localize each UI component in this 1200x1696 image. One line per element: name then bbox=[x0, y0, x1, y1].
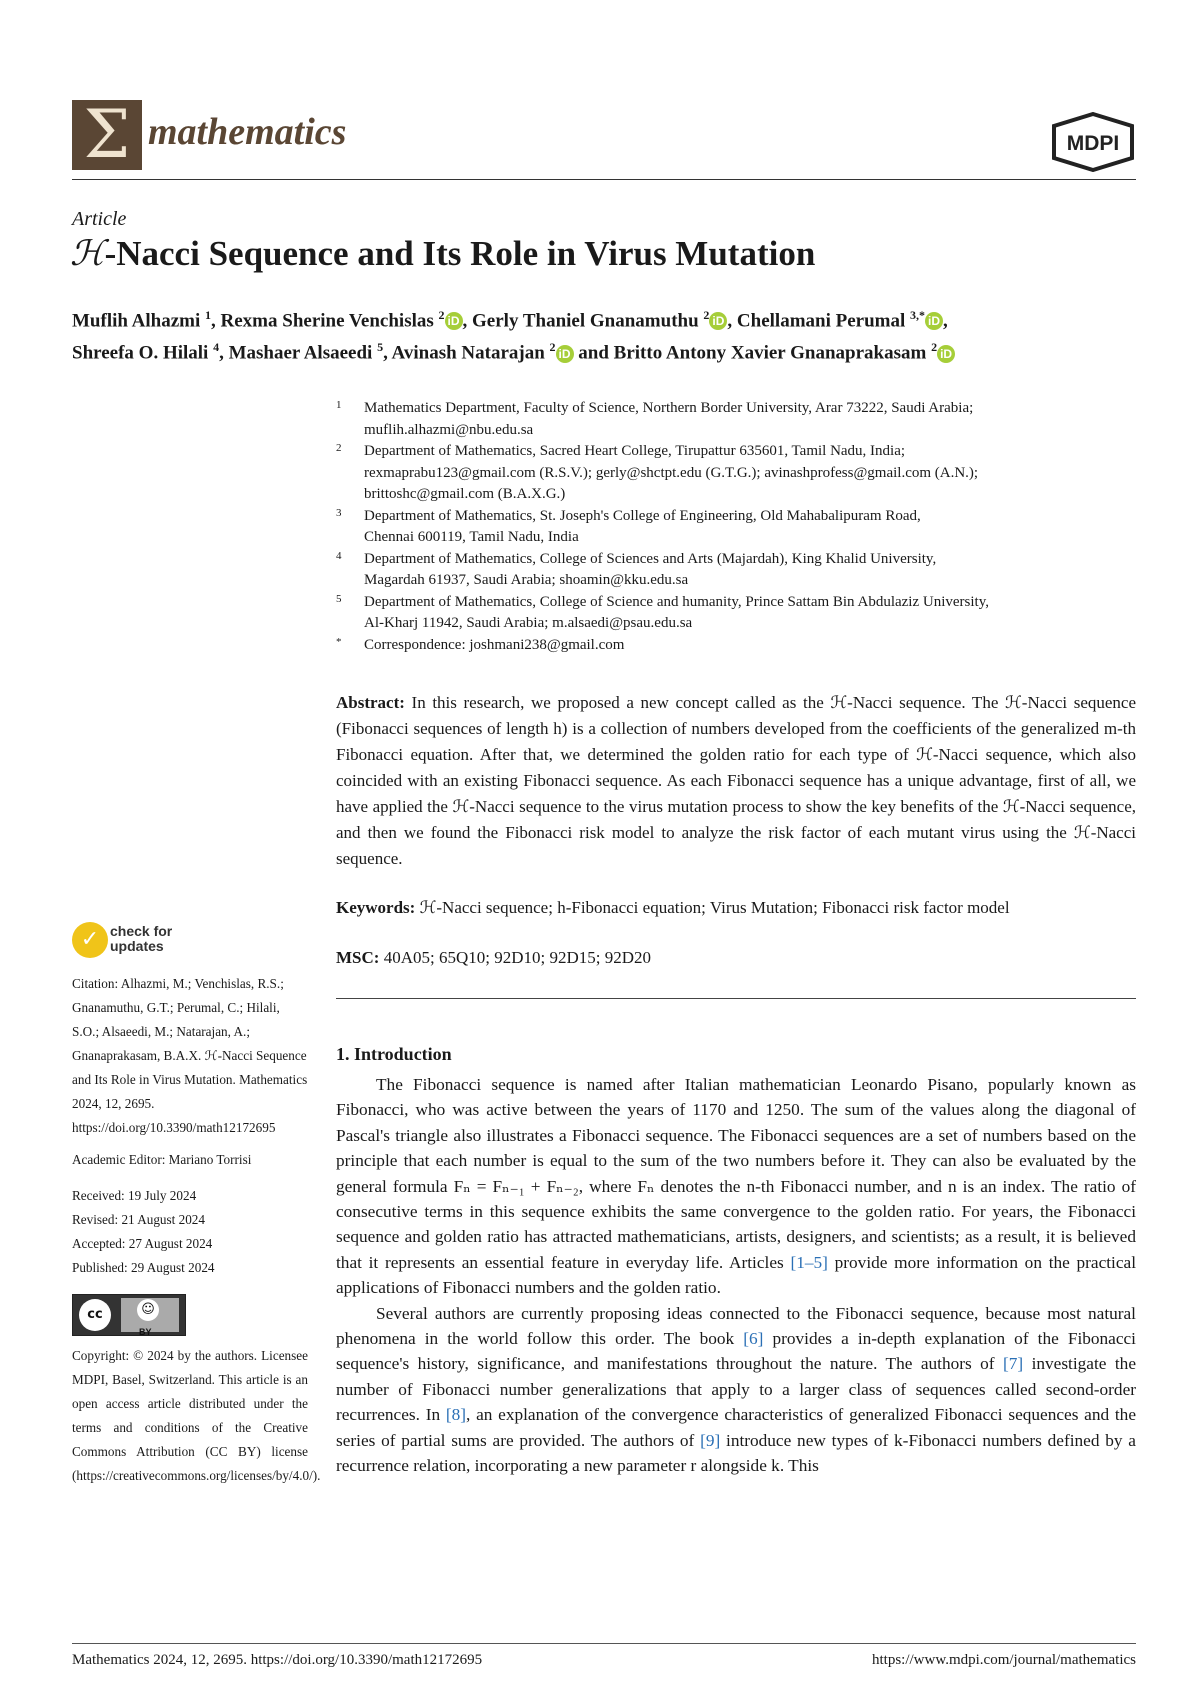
author-line-2: Shreefa O. Hilali $^4$, Mashaer Alsaeedi $^5$, Avinash Natarajan $^2$ iD and Britto Antony Xavier Gnanaprakasam $^2$ iD bbox=[72, 334, 1136, 366]
mdpi-logo-text: MDPI bbox=[1066, 132, 1120, 155]
affiliation-item: 4 Department of Mathematics, College of Sciences and Arts (Majardah), King Khalid University, Magardah 61937, Saudi Arabia; shoamin@kku.edu.sa bbox=[336, 549, 937, 588]
copyright-notice: Copyright: © 2024 by the authors. Licensee MDPI, Basel, Switzerland. This article is an open access article distributed under the terms and conditions of the Creative Commons Attribution (CC BY) license (https://creativecommons.org/licenses/by/4.0/). bbox=[72, 1348, 321, 1483]
author-name: Muflih Alhazmi bbox=[72, 310, 201, 332]
revised-date: Revised: 21 August 2024 bbox=[72, 1212, 205, 1227]
author-line-1: Muflih Alhazmi $^1$, Rexma Sherine Venchislas $^2$ iD , Gerly Thaniel Gnanamuthu $^2$ iD , Chellamani Perumal $^{3,*}$ iD , bbox=[72, 308, 948, 332]
mdpi-logo-icon bbox=[1050, 112, 1136, 172]
abstract-label: Abstract: bbox=[336, 693, 405, 712]
abstract-text: In this research, we proposed a new concept called as the ℋ-Nacci sequence. The ℋ-Nacci sequence (Fibonacci sequences of length h) is a collection of numbers developed from the coefficients of the generalized m-th Fibonacci equation. After that, we determined the golden ratio for each type of ℋ-Nacci sequence, which also coincided with an existing Fibonacci sequence. As each Fibonacci sequence has a unique advantage, first of all, we have applied the ℋ-Nacci sequence to the virus mutation process to show the key benefits of the ℋ-Nacci sequence, and then we found the Fibonacci risk model to analyze the risk factor of each mutant virus using the ℋ-Nacci sequence. bbox=[336, 693, 1137, 868]
article-type-label: Article bbox=[72, 208, 127, 230]
citation-link[interactable]: [8] bbox=[445, 1405, 467, 1425]
abstract-divider bbox=[336, 998, 1136, 999]
accepted-date: Accepted: 27 August 2024 bbox=[72, 1236, 213, 1251]
keywords: Keywords: ℋ-Nacci sequence; h-Fibonacci equation; Virus Mutation; Fibonacci risk factor model bbox=[336, 898, 1010, 917]
abstract bbox=[336, 690, 1136, 872]
by-panel bbox=[121, 1298, 179, 1337]
affiliation-item: * Correspondence: joshmani238@gmail.com bbox=[336, 635, 625, 653]
published-date: Published: 29 August 2024 bbox=[72, 1260, 215, 1275]
article-title bbox=[70, 234, 815, 274]
citation-link[interactable]: [7] bbox=[1002, 1354, 1024, 1374]
check-for-updates-button[interactable] bbox=[72, 922, 182, 962]
journal-name: mathematics bbox=[148, 111, 347, 153]
footer-divider bbox=[72, 1643, 1136, 1644]
citation-info: Citation: Alhazmi, M.; Venchislas, R.S.; Gnanamuthu, G.T.; Perumal, C.; Hilali, S.O.; Alsaeedi, M.; Natarajan, A.; Gnanaprakasam, B.A.X. ℋ-Nacci Sequence and Its Role in Virus Mutation. Mathematics 2024, 12, 2695. https://doi.org/10.3390/math12172695 bbox=[72, 976, 308, 1135]
citation-link[interactable]: [1–5] bbox=[790, 1252, 828, 1272]
author-name: Chellamani Perumal bbox=[736, 310, 906, 332]
paragraph: The Fibonacci sequence is named after Italian mathematician Leonardo Pisano, popularly known as Fibonacci, who was active between the years of 1170 and 1250. The sum of the values along the diagonal of Pascal's triangle also illustrates a Fibonacci sequence. The Fibonacci sequences are a set of numbers based on the principle that each number is equal to the sum of the two numbers before it. They can also be evaluated by the general formula Fₙ = Fₙ₋₁ + Fₙ₋₂, where Fₙ denotes the n-th Fibonacci number, and n is an index. The ratio of consecutive terms in this sequence exhibits the same convergence to the golden ratio. For years, the Fibonacci sequence and golden ratio has attracted mathematicians, artists, designers, and scientists; as a result, it is believed that it represents an essential feature in everyday life. Articles [1–5] provide more information on the practical applications of Fibonacci numbers and the golden ratio. bbox=[336, 1075, 1137, 1298]
publication-dates bbox=[72, 1184, 308, 1280]
body-text bbox=[336, 1072, 1136, 1479]
affiliation-item: 3 Department of Mathematics, St. Joseph's College of Engineering, Old Mahabalipuram Road, Chennai 600119, Tamil Nadu, India bbox=[336, 506, 921, 545]
author-name: Shreefa O. Hilali bbox=[72, 342, 209, 364]
affiliation-item: 2 Department of Mathematics, Sacred Heart College, Tirupattur 635601, Tamil Nadu, India; rexmaprabu123@gmail.com (R.S.V.); gerly@shctpt.edu (G.T.G.); avinashprofess@gmail.com (A.N.); brittoshc@gmail.com (B.A.X.G.) bbox=[336, 442, 979, 502]
orcid-icon[interactable]: iD bbox=[925, 312, 943, 330]
cc-icon: cc bbox=[79, 1299, 111, 1331]
author-name: Mashaer Alsaeedi bbox=[228, 342, 373, 364]
journal-logo-icon: Σ bbox=[72, 100, 142, 170]
header-divider bbox=[72, 179, 1136, 180]
citation-link[interactable]: [9] bbox=[700, 1430, 721, 1450]
msc-codes: MSC: 40A05; 65Q10; 92D10; 92D15; 92D20 bbox=[336, 948, 651, 967]
orcid-icon[interactable]: iD bbox=[556, 345, 574, 363]
author-list bbox=[72, 302, 1136, 367]
footer-citation: Mathematics 2024, 12, 2695. https://doi.org/10.3390/math12172695 bbox=[72, 1652, 483, 1668]
title-symbol: ℋ bbox=[70, 234, 105, 274]
affiliation-item: 1 Mathematics Department, Faculty of Science, Northern Border University, Arar 73222, Saudi Arabia; muflih.alhazmi@nbu.edu.sa bbox=[336, 399, 974, 438]
by-label: BY bbox=[139, 1327, 152, 1337]
journal-url-link[interactable]: https://www.mdpi.com/journal/mathematics bbox=[872, 1652, 1136, 1668]
received-date: Received: 19 July 2024 bbox=[72, 1188, 197, 1203]
author-name: Avinash Natarajan bbox=[391, 342, 545, 364]
paragraph: Several authors are currently proposing ideas connected to the Fibonacci sequence, because most natural phenomena in the world follow this order. The book [6] provides a in-depth explanation of the Fibonacci sequence's history, significance, and manifestations throughout the nature. The authors of [7] investigate the number of Fibonacci number generalizations that apply to a larger class of sequences called second-order recurrences. In [8], an explanation of the convergence characteristics of generalized Fibonacci sequences and the series of partial sums are provided. The authors of [9] introduce new types of k-Fibonacci numbers defined by a recurrence relation, incorporating a new parameter r alongside k. This bbox=[336, 1303, 1136, 1476]
checkmark-icon: ✓ bbox=[72, 922, 108, 958]
orcid-icon[interactable]: iD bbox=[709, 312, 727, 330]
orcid-icon[interactable]: iD bbox=[445, 312, 463, 330]
section-heading: 1. Introduction bbox=[336, 1044, 452, 1064]
author-name: Rexma Sherine Venchislas bbox=[220, 310, 434, 332]
citation-link[interactable]: [6] bbox=[743, 1329, 764, 1349]
check-for-updates-label: check for updates bbox=[110, 923, 173, 954]
cc-by-license-badge[interactable] bbox=[72, 1294, 186, 1336]
author-name: Gerly Thaniel Gnanamuthu bbox=[472, 310, 699, 332]
academic-editor: Academic Editor: Mariano Torrisi bbox=[72, 1152, 252, 1167]
affiliation-item: 5 Department of Mathematics, College of Science and humanity, Prince Sattam Bin Abdulaziz University, Al-Kharj 11942, Saudi Arabia; m.alsaedi@psau.edu.sa bbox=[336, 592, 989, 631]
author-name: Britto Antony Xavier Gnanaprakasam bbox=[613, 342, 927, 364]
person-icon: ☺ bbox=[137, 1299, 159, 1321]
title-text: -Nacci Sequence and Its Role in Virus Mutation bbox=[104, 234, 816, 273]
orcid-icon[interactable]: iD bbox=[937, 345, 955, 363]
affiliations-list bbox=[336, 398, 1136, 656]
sidebar bbox=[72, 972, 321, 1488]
